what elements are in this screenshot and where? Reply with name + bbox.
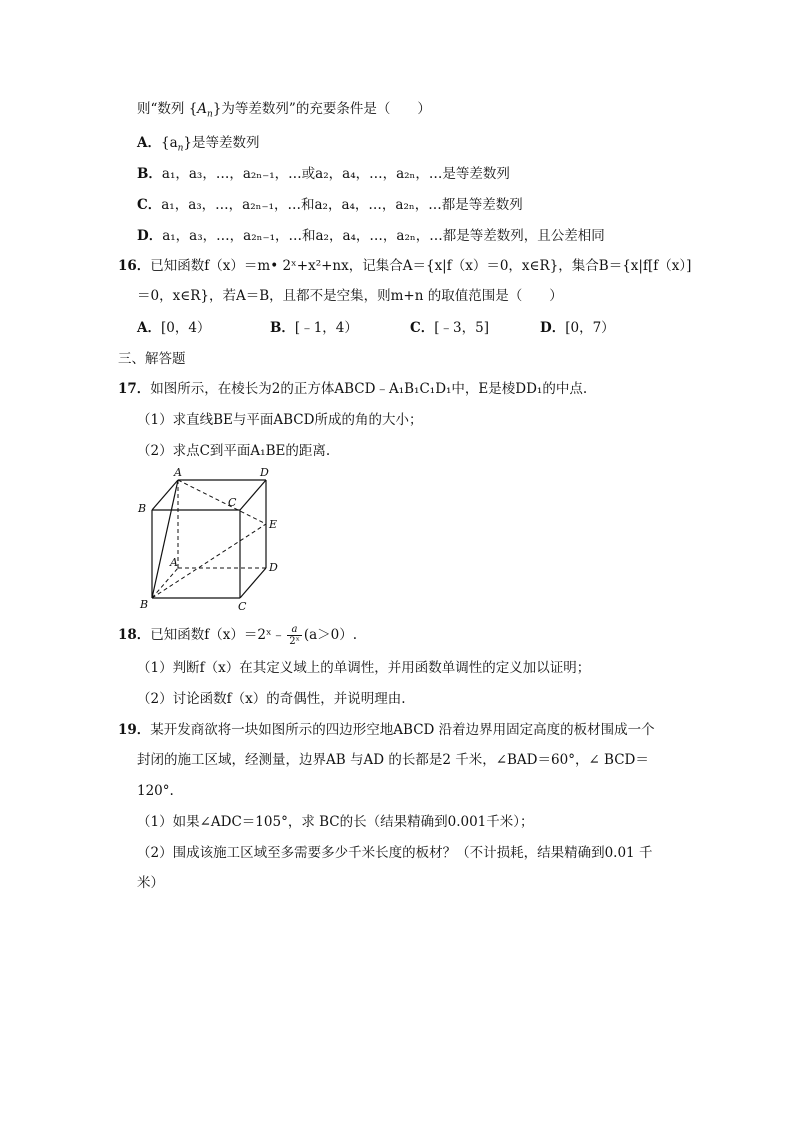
q15-option-d: D．a₁，a₃，…，a₂ₙ₋₁，…和a₂，a₄，…，a₂ₙ，…都是等差数列，且公差相同	[137, 228, 605, 244]
label-c: C	[238, 600, 247, 612]
label-e: E	[269, 518, 278, 531]
q18-stem: 18．已知函数f（x）＝2ˣ﹣ $\frac{a}{\text{2ˣ}}$ (a＞0）.	[118, 624, 358, 647]
label-b: B	[140, 598, 149, 611]
q19-part2: （2）围成该施工区域至多需要多少千米长度的板材？（不计损耗，结果精确到0.01 千	[137, 845, 653, 861]
q17-stem: 17．如图所示，在棱长为2的正方体ABCD﹣A₁B₁C₁D₁中，E是棱DD₁的中点.	[118, 381, 588, 397]
label-a: A	[170, 556, 178, 569]
q16-option-c: C．[﹣3，5]	[410, 320, 489, 336]
q18-part1: （1）判断f（x）在其定义域上的单调性，并用函数单调性的定义加以证明；	[137, 660, 591, 676]
q19-stem-line3: 120°.	[137, 783, 174, 799]
cube-figure	[130, 462, 290, 612]
q15-option-b: B．a₁，a₃，…，a₂ₙ₋₁，…或a₂，a₄，…，a₂ₙ，…是等差数列	[137, 166, 510, 182]
q15-option-c: C．a₁，a₃，…，a₂ₙ₋₁，…和a₂，a₄，…，a₂ₙ，…都是等差数列	[137, 197, 523, 213]
q16-stem-line1: 16．已知函数f（x）＝m• 2ˣ+x²+nx，记集合A＝{x|f（x）＝0，x∈R}，集合B＝{x|f[f（x）]	[118, 258, 692, 274]
q19-part1: （1）如果∠ADC＝105°，求 BC的长（结果精确到0.001千米）；	[137, 814, 534, 830]
q16-option-a: A．[0，4）	[137, 320, 211, 336]
q19-part2-cont: 米）	[137, 875, 164, 891]
q17-part2: （2）求点C到平面A₁BE的距离.	[137, 443, 331, 459]
label-d: D	[269, 561, 278, 574]
q17-part1: （1）求直线BE与平面ABCD所成的角的大小；	[137, 412, 423, 428]
q19-stem-line2: 封闭的施工区域，经测量，边界AB 与AD 的长都是2 千米，∠BAD＝60°，∠ BCD＝	[137, 752, 649, 768]
q15-option-a: A．$\{a_n\}$是等差数列	[137, 135, 260, 154]
q18-part2: （2）讨论函数f（x）的奇偶性，并说明理由.	[137, 691, 406, 707]
q18-fraction: $\frac{a}{\text{2ˣ}}$	[289, 624, 300, 647]
label-a1: A	[174, 466, 182, 479]
q16-stem-line2: ＝0，x∈R}，若A＝B，且都不是空集，则m+n 的取值范围是（ ）	[137, 288, 563, 304]
q16-option-b: B．[﹣1，4）	[270, 320, 358, 336]
label-c1: C	[228, 496, 237, 509]
section-heading: 三、解答题	[118, 351, 186, 367]
label-b1: B	[138, 502, 147, 515]
q19-stem-line1: 19．某开发商欲将一块如图所示的四边形空地ABCD 沿着边界用固定高度的板材围成一个	[118, 722, 655, 738]
label-d1: D	[260, 466, 269, 479]
q16-option-d: D．[0，7）	[540, 320, 615, 336]
q15-stem: 则“数列 $\{A_n\}$为等差数列”的充要条件是（ ）	[137, 101, 431, 120]
